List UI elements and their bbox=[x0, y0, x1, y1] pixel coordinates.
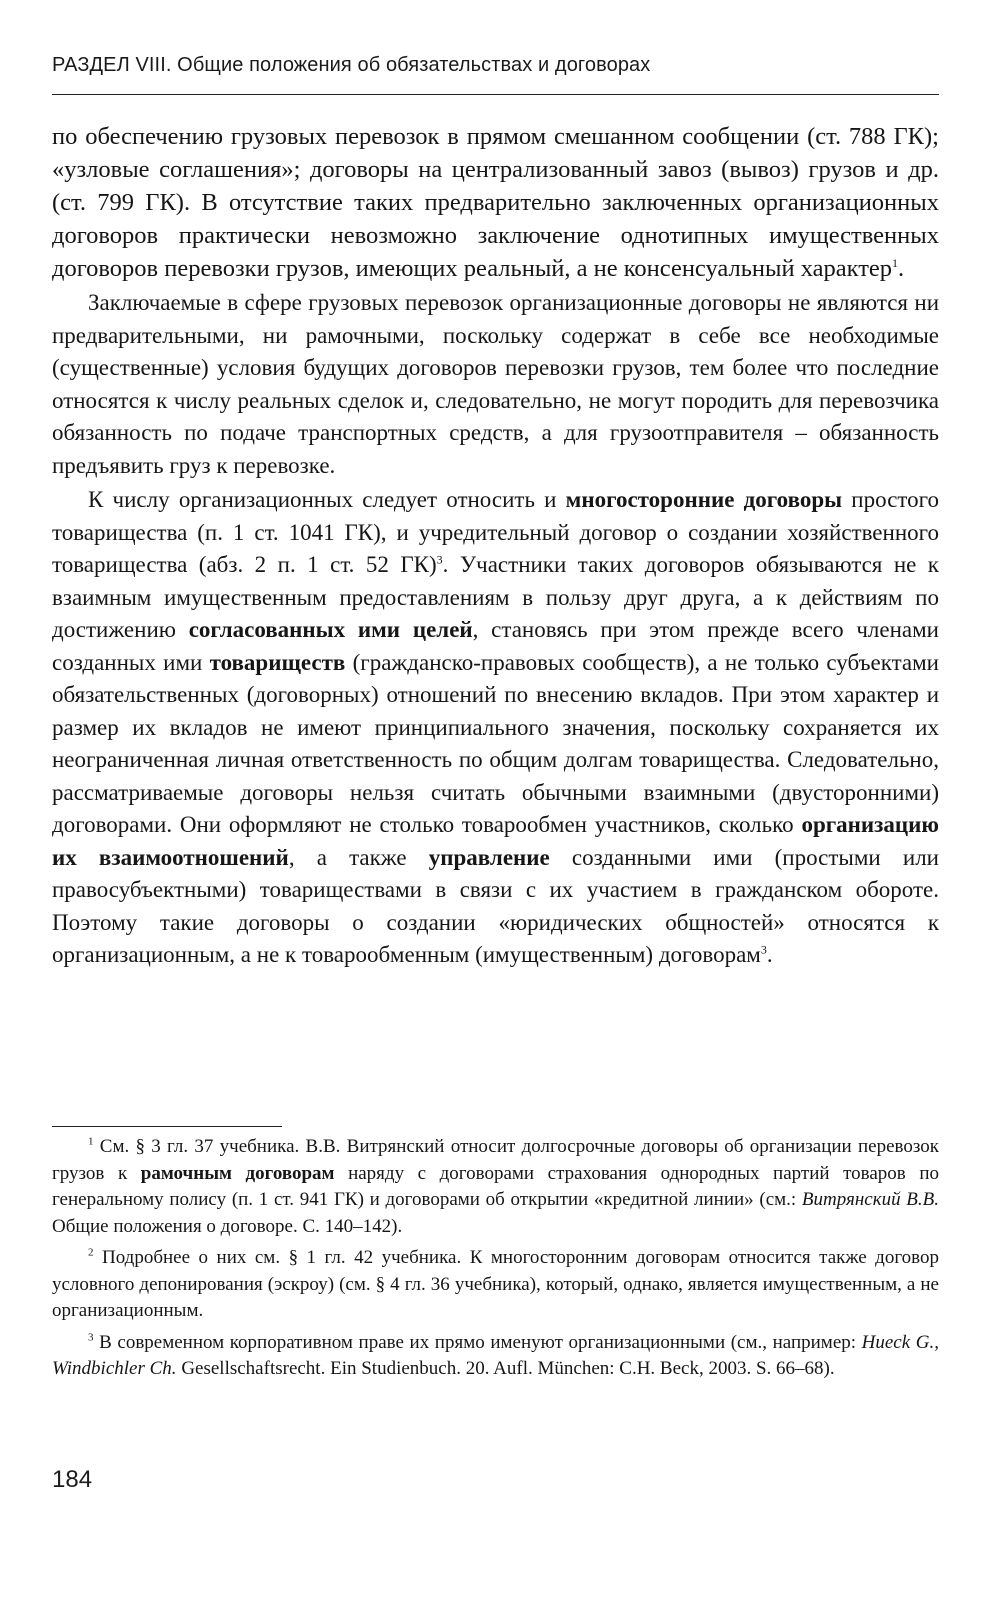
p3-text-7: созданными ими (простыми или правосубъектными) товариществами в связи с их участием в гражданском обороте. Поэтому такие договоры о создании «юридических общностей» относятся к организационным, а не к товарообменным (имущественным) договорам bbox=[52, 844, 939, 967]
footnote-1-number: 1 bbox=[88, 1135, 94, 1148]
footnote-ref-3: 3 bbox=[760, 942, 767, 957]
p3-bold-2: согласованных ими целей bbox=[188, 617, 473, 642]
paragraph-1 bbox=[52, 120, 939, 285]
p3-bold-4: организацию их взаимоотношений bbox=[52, 812, 939, 870]
p3-bold-5: управление bbox=[428, 844, 550, 870]
fn1-text-1: См. § 3 гл. 37 учебника. В.В. Витрянский относит долгосрочные договоры об организации перевозок грузов к bbox=[52, 1136, 939, 1184]
fn1-text-2: наряду с договорами страхования однородных партий товаров по генеральному полису (п. 1 ст. 941 ГК) и договорами об открытии «кредитной линии» (см.: bbox=[52, 1162, 940, 1210]
fn3-italic-1: Hueck G., Windbichler Ch. bbox=[52, 1331, 939, 1379]
fn3-text-2: Gesellschaftsrecht. Ein Studienbuch. 20. Aufl. München: C.H. Beck, 2003. S. 66–68). bbox=[176, 1358, 835, 1379]
fn3-text-1: В современном корпоративном праве их прямо именуют организационными (см., например: bbox=[93, 1331, 862, 1353]
p3-text-1: К числу организационных следует относить и bbox=[88, 487, 566, 512]
p3-text-5: (гражданско-правовых сообществ), а не только субъектами обязательственных (договорных) отношений по внесению вкладов. При этом характер и размер их вкладов не имеют принципиального значения, поскольку сохраняется их неограниченная личная ответственность по общим долгам товарищества. Следовательно, рассматриваемые договоры нельзя считать обычными взаимными (двусторонними) договорами. Они оформляют не столько товарообмен участников, сколько bbox=[52, 649, 939, 837]
fn1-bold-1: рамочным договорам bbox=[140, 1162, 335, 1184]
footnote-3 bbox=[52, 1330, 939, 1383]
p3-text-6: , а также bbox=[288, 844, 429, 870]
running-header: РАЗДЕЛ VIII. Общие положения об обязательствах и договорах bbox=[52, 54, 651, 76]
p3-text-2: простого товарищества (п. 1 ст. 1041 ГК), и учредительный договор о создании хозяйственного товарищества (абз. 2 п. 1 ст. 52 ГК) bbox=[52, 487, 940, 577]
p3-text-4: , становясь при этом прежде всего членами созданных ими bbox=[52, 617, 939, 675]
footnote-2 bbox=[52, 1245, 939, 1325]
footnotes bbox=[52, 1134, 939, 1388]
p3-end: . bbox=[766, 942, 773, 967]
paragraph-3 bbox=[52, 484, 939, 972]
header-rule bbox=[52, 94, 939, 95]
p3-bold-1: многосторонние договоры bbox=[565, 487, 843, 512]
p3-bold-3: товариществ bbox=[209, 649, 346, 675]
footnote-ref-2: 3 bbox=[436, 552, 443, 567]
paragraph-2: Заключаемые в сфере грузовых перевозок организационные договоры не являются ни предварительными, ни рамочными, поскольку содержат в себе все необходимые (существенные) условия будущих договоров перевозки грузов, тем более что последние относятся к числу реальных сделок и, следовательно, не могут породить для перевозчика обязанность по подаче транспортных средств, а для грузоотправителя – обязанность предъявить груз к перевозке. bbox=[52, 290, 939, 478]
footnote-2-number: 2 bbox=[88, 1246, 94, 1259]
footnote-3-number: 3 bbox=[88, 1331, 94, 1344]
p3-text-3: . Участники таких договоров обязываются не к взаимным имущественным предоставлениям в пользу друг друга, а к действиям по достижению bbox=[52, 552, 939, 642]
footnote-rule bbox=[52, 1126, 282, 1127]
footnote-ref-1: 1 bbox=[892, 255, 899, 270]
paragraph-1-end: . bbox=[898, 255, 905, 282]
paragraph-1-text: по обеспечению грузовых перевозок в прямом смешанном сообщении (ст. 788 ГК); «узловые соглашения»; договоры на централизованный завоз (вывоз) грузов и др. (ст. 799 ГК). В отсутствие таких предварительно заключенных организационных договоров практически невозможно заключение однотипных имущественных договоров перевозки грузов, имеющих реальный, а не консенсуальный характер bbox=[52, 123, 939, 282]
footnote-1 bbox=[52, 1134, 939, 1240]
main-text bbox=[52, 120, 939, 972]
fn2-text: Подробнее о них см. § 1 гл. 42 учебника. К многосторонним договорам относится также договор условного депонирования (эскроу) (см. § 4 гл. 36 учебника), который, однако, является имущественным, а не организационным. bbox=[52, 1247, 939, 1321]
fn1-text-3: Общие положения о договоре. С. 140–142). bbox=[52, 1215, 403, 1237]
fn1-italic-1: Витрянский В.В. bbox=[801, 1189, 939, 1210]
page-number: 184 bbox=[52, 1466, 93, 1493]
